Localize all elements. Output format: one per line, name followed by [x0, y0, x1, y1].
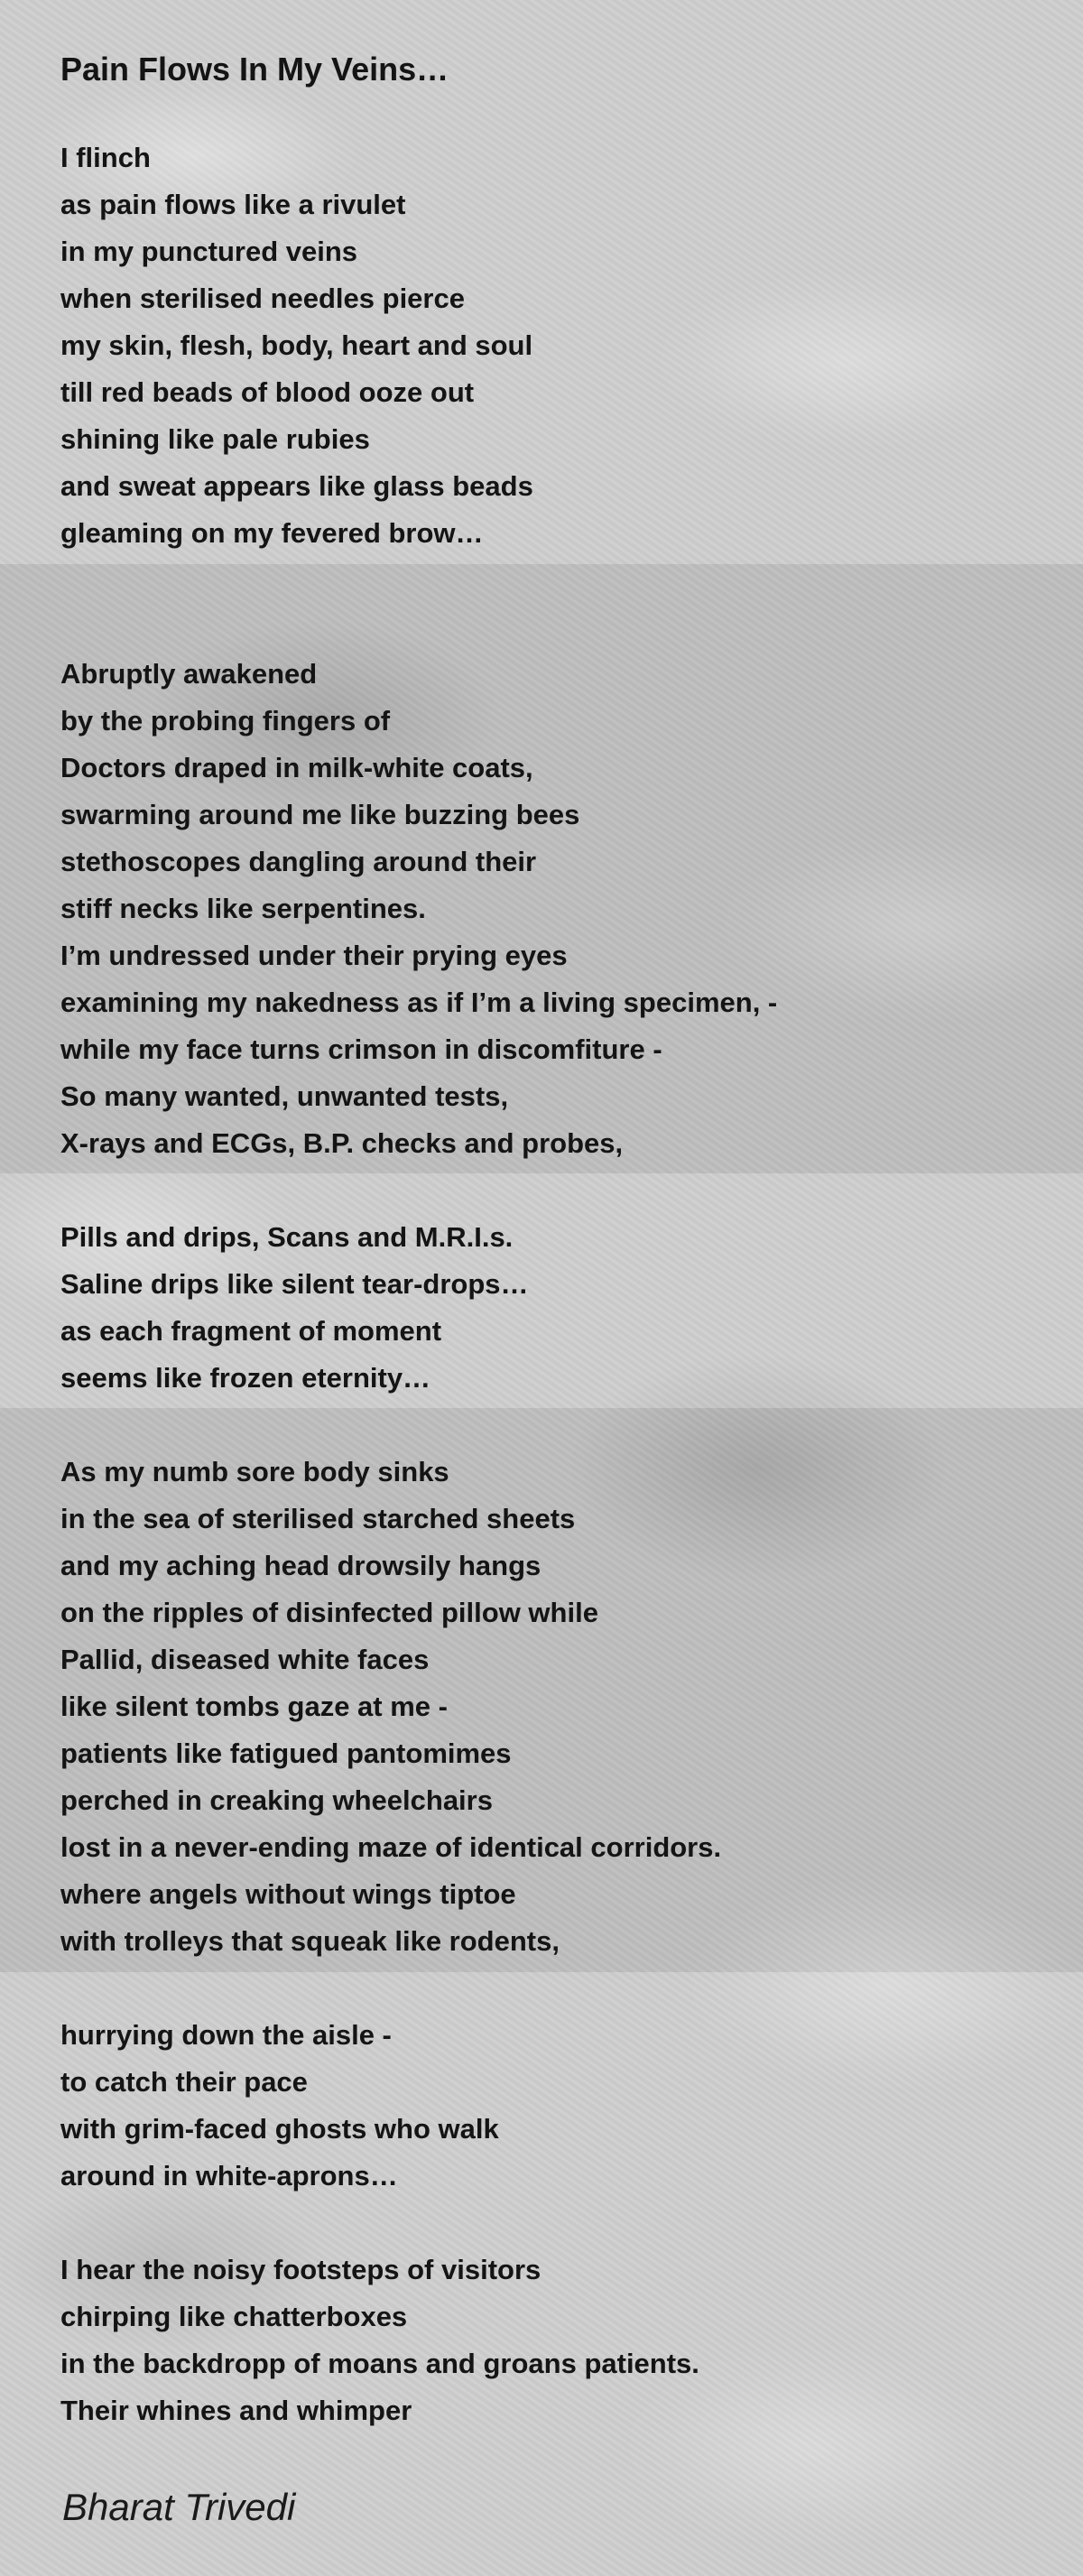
poem-line: I’m undressed under their prying eyes	[60, 940, 568, 971]
poem-line: as pain flows like a rivulet	[60, 189, 406, 220]
poem-line: swarming around me like buzzing bees	[60, 799, 580, 830]
poem-line: on the ripples of disinfected pillow while	[60, 1597, 598, 1628]
poem-line: by the probing fingers of	[60, 705, 391, 737]
poem-line: hurrying down the aisle -	[60, 2019, 392, 2051]
poem-line: my skin, flesh, body, heart and soul	[60, 329, 533, 361]
poem-line: As my numb sore body sinks	[60, 1456, 449, 1487]
poem-line: and my aching head drowsily hangs	[60, 1550, 542, 1581]
poem-line: gleaming on my fevered brow…	[60, 517, 484, 549]
poem-line: Doctors draped in milk-white coats,	[60, 752, 533, 783]
stanza-break	[60, 1402, 777, 1449]
poem-line: Their whines and whimper	[60, 2395, 412, 2426]
poem-line: Pallid, diseased white faces	[60, 1644, 430, 1675]
poem-line: while my face turns crimson in discomfiture -	[60, 1033, 662, 1065]
poem-line: to catch their pace	[60, 2066, 308, 2098]
poem-line: I flinch	[60, 142, 151, 173]
poem-line: like silent tombs gaze at me -	[60, 1691, 448, 1722]
poem-line: shining like pale rubies	[60, 423, 370, 455]
stanza-break	[60, 557, 777, 604]
poem-line: chirping like chatterboxes	[60, 2301, 408, 2332]
poem-line: around in white-aprons…	[60, 2160, 398, 2191]
poem-line: X-rays and ECGs, B.P. checks and probes,	[60, 1127, 624, 1159]
poem-line: So many wanted, unwanted tests,	[60, 1080, 509, 1112]
poem-line: I hear the noisy footsteps of visitors	[60, 2254, 542, 2285]
poem-title: Pain Flows In My Veins…	[60, 51, 449, 88]
poem-line: and sweat appears like glass beads	[60, 470, 533, 502]
stanza-break	[60, 1167, 777, 1214]
poem-line: patients like fatigued pantomimes	[60, 1737, 512, 1769]
poem-line: examining my nakedness as if I’m a living specimen, -	[60, 987, 778, 1018]
poem-line: in my punctured veins	[60, 236, 358, 267]
poem-line: when sterilised needles pierce	[60, 283, 465, 314]
poem-line: stethoscopes dangling around their	[60, 846, 537, 877]
poem-line: till red beads of blood ooze out	[60, 376, 475, 408]
poem-line: as each fragment of moment	[60, 1315, 442, 1347]
poem-line: seems like frozen eternity…	[60, 1362, 431, 1394]
poem-line: in the backdropp of moans and groans patients.	[60, 2348, 699, 2379]
poem-line: with trolleys that squeak like rodents,	[60, 1925, 560, 1957]
stanza-break	[60, 2200, 777, 2247]
poem-line: Abruptly awakened	[60, 658, 318, 690]
poem-line: Saline drips like silent tear-drops…	[60, 1268, 529, 1300]
author-name: Bharat Trivedi	[62, 2486, 296, 2528]
poem-line: where angels without wings tiptoe	[60, 1878, 516, 1910]
poem-line: in the sea of sterilised starched sheets	[60, 1503, 576, 1534]
poem-line: stiff necks like serpentines.	[60, 893, 426, 924]
poem-line: lost in a never-ending maze of identical corridors.	[60, 1831, 722, 1863]
poem-line: Pills and drips, Scans and M.R.I.s.	[60, 1221, 514, 1253]
poem-line: with grim-faced ghosts who walk	[60, 2113, 499, 2145]
stanza-break	[60, 1965, 777, 2012]
poem-body	[60, 134, 777, 2434]
poem-line: perched in creaking wheelchairs	[60, 1784, 493, 1816]
stanza-break	[60, 604, 777, 651]
